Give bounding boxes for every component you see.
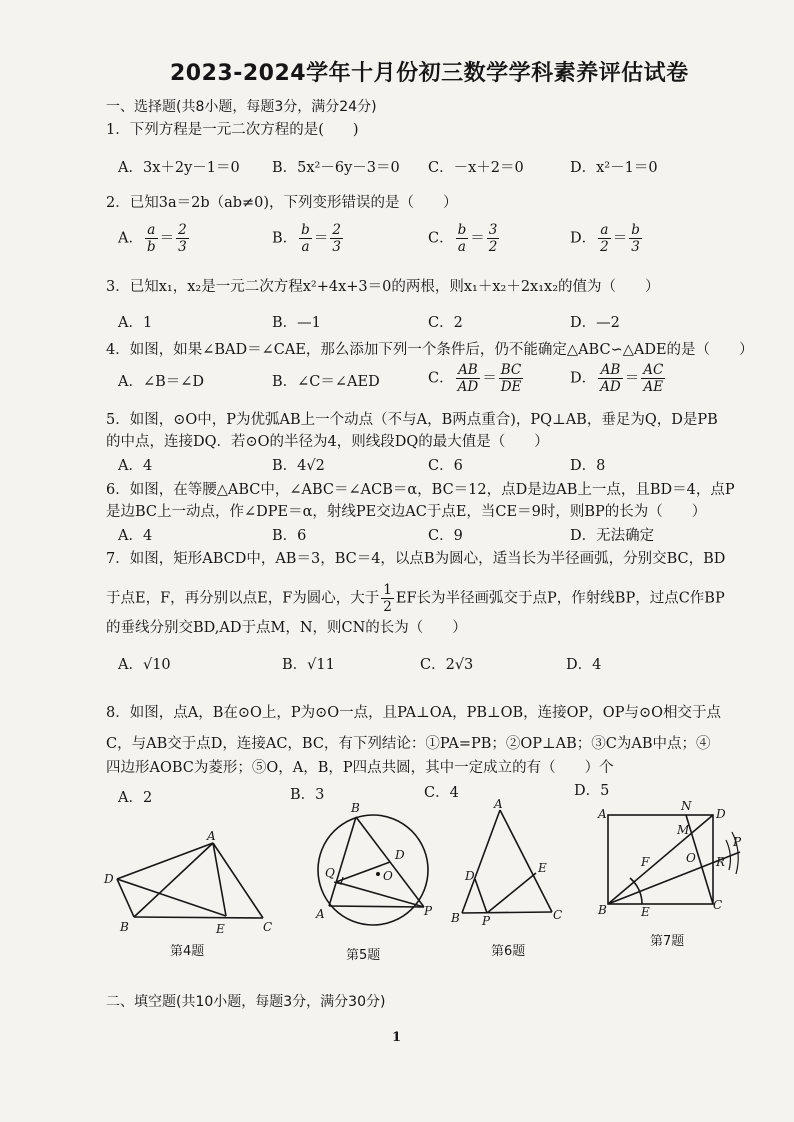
q8-option-c: C．4 bbox=[424, 785, 459, 801]
q8-option-b: B．3 bbox=[290, 787, 325, 803]
q1-option-d: D．x²－1＝0 bbox=[570, 160, 658, 176]
section-1-heading: 一、选择题(共8小题，每题3分，满分24分) bbox=[106, 99, 377, 115]
q2-option-b: B． $\frac{b}{a}$ ＝ $\frac{2}{3}$ bbox=[272, 222, 341, 255]
q4-stem: 4．如图，如果∠BAD＝∠CAE，那么添加下列一个条件后，仍不能确定△ABC∽△ADE的是（ ） bbox=[106, 342, 754, 358]
q7-stem-line2: 于点E，F，再分别以点E，F为圆心，大于 $\frac{1}{2}$ EF长为半径画弧交于点P，作射线BP，过点C作BP bbox=[106, 582, 725, 615]
fig4-point-a: A bbox=[207, 829, 216, 843]
figure-5-caption: 第5题 bbox=[346, 948, 381, 963]
q7-option-a: A．√10 bbox=[118, 657, 171, 673]
fig4-point-e: E bbox=[216, 922, 225, 936]
figure-7-caption: 第7题 bbox=[650, 934, 685, 949]
fig7-point-c: C bbox=[713, 898, 723, 912]
q1-stem: 1．下列方程是一元二次方程的是( ) bbox=[106, 122, 359, 138]
page-number: 1 bbox=[392, 1030, 402, 1045]
figure-4-caption: 第4题 bbox=[170, 944, 205, 959]
fig7-point-o: O bbox=[686, 851, 696, 865]
fig7-point-r: R bbox=[716, 855, 726, 869]
q4-option-b: B．∠C＝∠AED bbox=[272, 374, 380, 390]
fig5-point-d: D bbox=[395, 848, 405, 862]
fig4-point-d: D bbox=[104, 872, 114, 886]
fig5-point-a: A bbox=[316, 907, 325, 921]
q5-stem-line2: 的中点，连接DQ．若⊙O的半径为4，则线段DQ的最大值是（ ） bbox=[106, 434, 549, 450]
q4-option-d: D． $\frac{AB}{AD}$ ＝ $\frac{AC}{AE}$ bbox=[570, 362, 664, 395]
fig6-point-p: P bbox=[482, 914, 491, 928]
q5-option-d: D．8 bbox=[570, 458, 606, 474]
q8-stem-line3: 四边形AOBC为菱形；⑤O，A，B，P四点共圆，其中一定成立的有（ ）个 bbox=[106, 760, 614, 776]
fig7-point-b: B bbox=[598, 903, 607, 917]
q1-option-b: B．5x²－6y－3＝0 bbox=[272, 160, 400, 176]
q8-option-a: A．2 bbox=[118, 790, 153, 806]
fig5-point-b: B bbox=[351, 801, 360, 815]
q1-option-c: C．－x＋2＝0 bbox=[428, 160, 524, 176]
fig6-point-c: C bbox=[553, 908, 563, 922]
q3-option-a: A．1 bbox=[118, 315, 153, 331]
q5-option-b: B．4√2 bbox=[272, 458, 325, 474]
fig6-point-a: A bbox=[494, 797, 503, 811]
q7-option-d: D．4 bbox=[566, 657, 602, 673]
fig4-point-b: B bbox=[120, 920, 129, 934]
fig6-point-e: E bbox=[538, 861, 547, 875]
q8-stem-line1: 8．如图，点A，B在⊙O上，P为⊙O一点，且PA⊥OA，PB⊥OB，连接OP，OP与⊙O相交于点 bbox=[106, 705, 721, 721]
fig5-center-dot bbox=[376, 872, 380, 876]
figure-6-caption: 第6题 bbox=[491, 944, 526, 959]
fig4-point-c: C bbox=[263, 920, 273, 934]
fig6-point-b: B bbox=[451, 911, 460, 925]
fig7-point-n: N bbox=[681, 799, 692, 813]
fig5-point-q: Q bbox=[325, 866, 335, 880]
fig7-point-p: P bbox=[733, 835, 742, 849]
q7-option-b: B．√11 bbox=[282, 657, 335, 673]
q7-option-c: C．2√3 bbox=[420, 657, 474, 673]
q6-stem-line2: 是边BC上一动点，作∠DPE＝α，射线PE交边AC于点E，当CE＝9时，则BP的长为（ ） bbox=[106, 504, 707, 520]
q1-option-a: A．3x＋2y－1＝0 bbox=[118, 160, 240, 176]
fig7-point-d: D bbox=[716, 807, 726, 821]
fig7-point-f: F bbox=[641, 855, 650, 869]
q4-option-c: C． $\frac{AB}{AD}$ ＝ $\frac{BC}{DE}$ bbox=[428, 362, 522, 395]
q5-option-a: A．4 bbox=[118, 458, 153, 474]
q7-stem-line3: 的垂线分别交BD,AD于点M，N，则CN的长为（ ） bbox=[106, 620, 467, 636]
q3-option-d: D．—2 bbox=[570, 315, 620, 331]
q8-option-d: D．5 bbox=[574, 783, 610, 799]
section-2-heading: 二、填空题(共10小题，每题3分，满分30分) bbox=[106, 994, 386, 1010]
q2-option-c: C． $\frac{b}{a}$ ＝ $\frac{3}{2}$ bbox=[428, 222, 498, 255]
q6-option-b: B．6 bbox=[272, 528, 307, 544]
q3-stem: 3．已知x₁，x₂是一元二次方程x²+4x+3＝0的两根，则x₁＋x₂＋2x₁x₂的值为（ ） bbox=[106, 279, 660, 295]
fig5-point-p: P bbox=[424, 904, 433, 918]
q3-option-b: B．—1 bbox=[272, 315, 321, 331]
fig7-point-a: A bbox=[598, 807, 607, 821]
q4-option-a: A．∠B＝∠D bbox=[118, 374, 205, 390]
q2-option-d: D． $\frac{a}{2}$ ＝ $\frac{b}{3}$ bbox=[570, 222, 640, 255]
q2-stem: 2．已知3a＝2b（ab≠0)，下列变形错误的是（ ） bbox=[106, 195, 458, 211]
q5-stem-line1: 5．如图，⊙O中，P为优弧AB上一个动点（不与A，B两点重合)，PQ⊥AB，垂足为Q，D是PB bbox=[106, 412, 718, 428]
q6-stem-line1: 6．如图，在等腰△ABC中，∠ABC＝∠ACB＝α，BC＝12，点D是边AB上一点，且BD＝4，点P bbox=[106, 482, 735, 498]
q6-option-a: A．4 bbox=[118, 528, 153, 544]
q7-stem-line1: 7．如图，矩形ABCD中，AB＝3，BC＝4，以点B为圆心，适当长为半径画弧，分别交BC，BD bbox=[106, 551, 726, 567]
fig7-point-e: E bbox=[641, 905, 650, 919]
q2-option-a: A． $\frac{a}{b}$ ＝ $\frac{2}{3}$ bbox=[118, 222, 187, 255]
q6-option-c: C．9 bbox=[428, 528, 463, 544]
q6-option-d: D．无法确定 bbox=[570, 528, 655, 544]
figure-4-diagram bbox=[117, 843, 263, 918]
fig7-point-m: M bbox=[677, 823, 690, 837]
q8-stem-line2: C，与AB交于点D，连接AC，BC，有下列结论：①PA=PB；②OP⊥AB；③C为AB中点；④ bbox=[106, 736, 711, 752]
fig5-point-o: O bbox=[383, 869, 393, 883]
q5-option-c: C．6 bbox=[428, 458, 463, 474]
fig6-point-d: D bbox=[465, 869, 475, 883]
page-title: 2023-2024学年十月份初三数学学科素养评估试卷 bbox=[170, 61, 689, 86]
q3-option-c: C．2 bbox=[428, 315, 463, 331]
